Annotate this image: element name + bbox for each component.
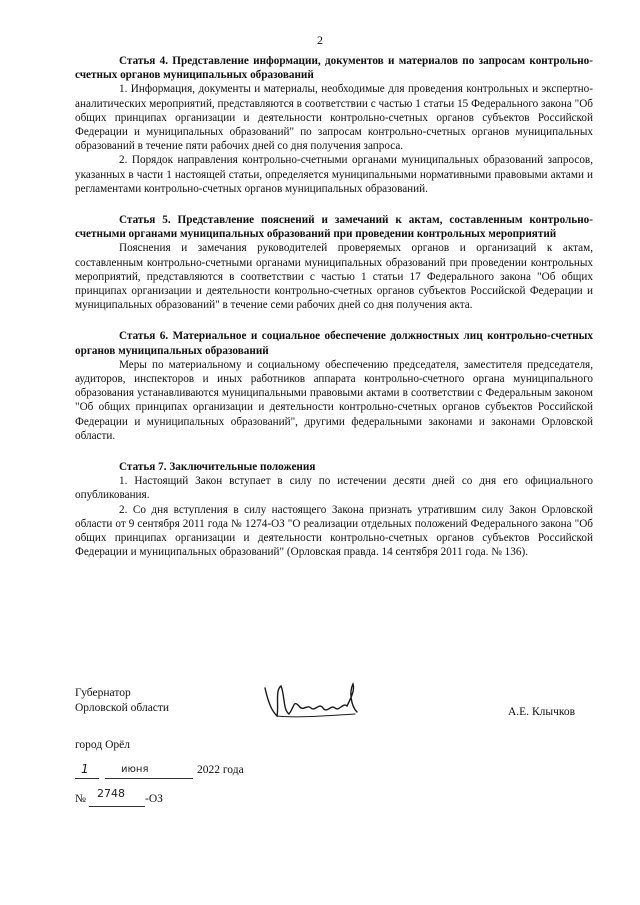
law-number xyxy=(75,787,275,813)
article-title: Статья 7. Заключительные положения xyxy=(119,461,316,474)
paragraph: 1. Настоящий Закон вступает в силу по истечении десяти дней со дня его официального опубликования. xyxy=(75,475,593,502)
date-day: 1 xyxy=(81,762,89,776)
date-month: июня xyxy=(121,764,149,775)
number-underline xyxy=(89,806,145,807)
signatory-position xyxy=(75,686,169,716)
page-number: 2 xyxy=(317,33,323,47)
paragraph: Меры по материальному и социальному обеспечению председателя, заместителя председателя, аудиторов, инспекторов и иных работников аппарата контрольно-счетного органа муниципального образования устанавливаются муниципальными правовыми актами в соответствии с Федеральным законом "Об общих принципах организации и деятельности контрольно-счетных органов субъектов Российской Федерации и муниципальных образований", другими федеральными законами и законами Орловской области. xyxy=(75,358,593,442)
month-underline xyxy=(105,778,193,779)
paragraph: 2. Со дня вступления в силу настоящего Закона признать утратившим силу Закон Орловской области от 9 сентября 2011 года № 1274-ОЗ "О реализации отдельных положений Федерального закона "Об общих принципах организации и деятельности контрольно-счетных органов субъектов Российской Федерации и муниципальных образований" (Орловская правда. 14 сентября 2011 года. № 136). xyxy=(75,503,593,559)
number-suffix: -ОЗ xyxy=(145,793,163,805)
city: город Орёл xyxy=(75,739,130,751)
paragraph: 2. Порядок направления контрольно-счетными органами муниципальных образований запросов, указанных в части 1 настоящей статьи, определяется муниципальными нормативными правовыми актами и регламентами контрольно-счетных органов муниципальных образований. xyxy=(75,154,593,195)
handwritten-signature xyxy=(255,676,365,726)
article-6 xyxy=(75,329,593,443)
number-sign: № xyxy=(75,793,86,805)
date-year: 2022 года xyxy=(197,764,244,776)
signatory-name: А.Е. Клычков xyxy=(508,706,576,718)
document-body xyxy=(75,54,593,577)
signing-date xyxy=(75,764,335,784)
article-title: Статья 5. Представление пояснений и замечаний к актам, составленным контрольно-счетными органами муниципальных образований при проведении контрольных мероприятий xyxy=(75,214,593,241)
day-underline xyxy=(75,778,99,779)
article-4 xyxy=(75,54,593,196)
position-line: Губернатор xyxy=(75,687,131,699)
article-title: Статья 4. Представление информации, документов и материалов по запросам контрольно-счетных органов муниципальных образований xyxy=(75,55,593,82)
article-7 xyxy=(75,460,593,559)
article-5 xyxy=(75,213,593,312)
paragraph: Пояснения и замечания руководителей проверяемых органов и организаций к актам, составленным контрольно-счетными органами муниципальных образований при проведении контрольных мероприятий, представляются в соответствии с частью 1 статьи 17 Федерального закона "Об общих принципах организации и деятельности контрольно-счетных органов субъектов Российской Федерации и муниципальных образований" в течение семи рабочих дней со дня получения акта. xyxy=(75,242,593,312)
number-value: 2748 xyxy=(97,787,125,800)
article-title: Статья 6. Материальное и социальное обеспечение должностных лиц контрольно-счетных органов муниципальных образований xyxy=(75,330,593,357)
paragraph: 1. Информация, документы и материалы, необходимые для проведения контрольных и экспертно-аналитических мероприятий, представляются в соответствии с частью 1 статьи 15 Федерального закона "Об общих принципах организации и деятельности контрольно-счетных органов субъектов Российской Федерации и муниципальных образований" по запросам контрольно-счетных органов муниципальных образований в течение пяти рабочих дней со дня получения запроса. xyxy=(75,83,593,153)
position-line: Орловской области xyxy=(75,702,170,714)
